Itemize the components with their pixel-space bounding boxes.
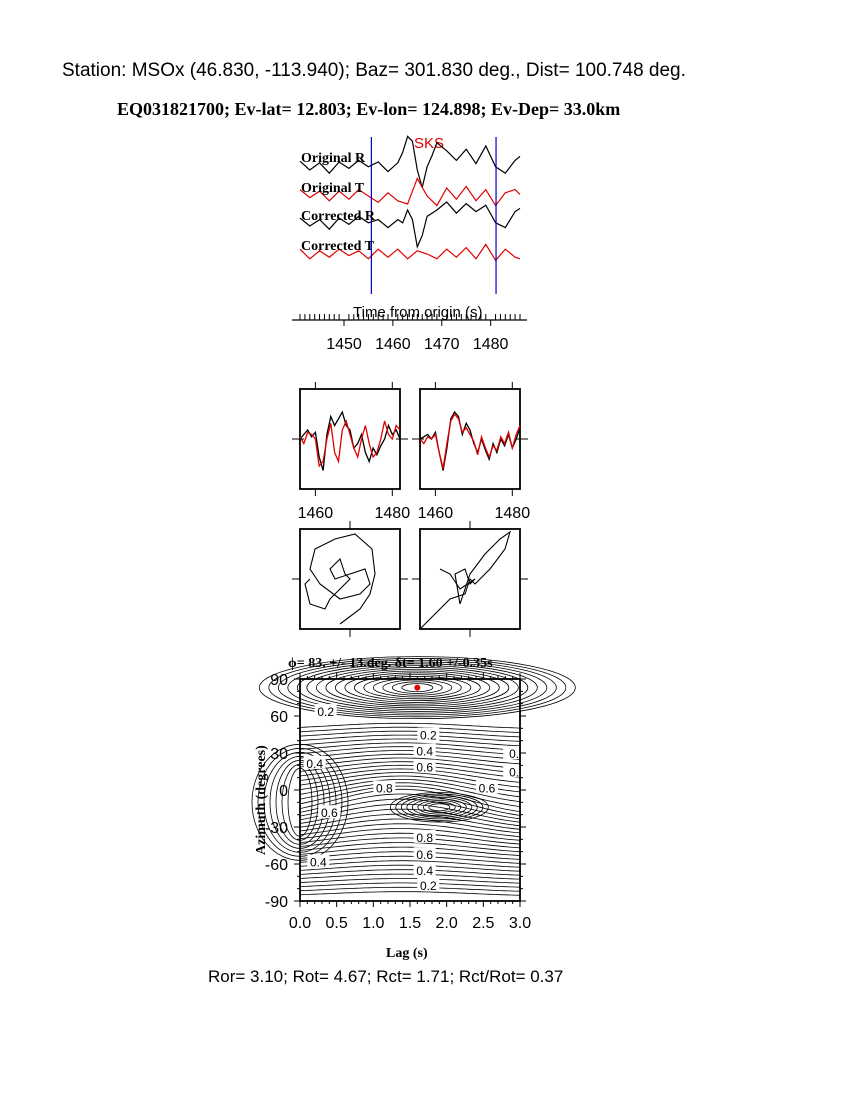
seismogram-panel xyxy=(292,135,527,353)
lag-tick-label: 1.0 xyxy=(362,915,385,932)
contour-line xyxy=(300,739,520,746)
contour-label: 0.2 xyxy=(419,878,437,893)
contour-y-label: Azimuth (degrees) xyxy=(254,745,269,855)
time-tick-label: 1480 xyxy=(472,336,509,353)
contour-label: 0.2 xyxy=(419,728,437,743)
contour-line xyxy=(300,892,520,896)
contour-label: 0. xyxy=(509,765,520,780)
contour-line xyxy=(300,769,520,783)
azimuth-tick-label: 90 xyxy=(270,672,288,689)
particle-motion-path xyxy=(305,534,375,624)
contour-line xyxy=(300,754,520,764)
contour-line xyxy=(300,887,520,891)
contour-line xyxy=(300,731,520,737)
time-tick-label: 1450 xyxy=(326,336,362,353)
lag-tick-label: 2.5 xyxy=(472,915,495,932)
particle-motion-path xyxy=(420,532,510,629)
contour-line xyxy=(300,727,520,732)
contour-label: 0.4 xyxy=(309,855,327,870)
overlay-tick-label: 1480 xyxy=(374,505,411,522)
azimuth-tick-label: 0 xyxy=(279,783,288,800)
contour-line xyxy=(300,861,520,868)
azimuth-tick-label: -90 xyxy=(264,894,288,911)
trace-label-corrected-t: Corrected T xyxy=(301,239,374,254)
time-tick-label: 1460 xyxy=(375,336,411,353)
contour-label: 0.8 xyxy=(416,830,434,845)
lag-tick-label: 3.0 xyxy=(508,915,532,932)
overlay-frame-corrected xyxy=(420,389,520,489)
trace-label-original-t: Original T xyxy=(301,181,365,196)
contour-label: 0.4 xyxy=(416,864,434,879)
station-header: Station: MSOx (46.830, -113.940); Baz= 301.830 deg., Dist= 100.748 deg. xyxy=(62,60,686,81)
contour-label: 0.6 xyxy=(416,848,434,863)
lag-tick-label: 0.5 xyxy=(325,915,348,932)
overlay-radial-trace xyxy=(300,412,400,471)
contour-line xyxy=(300,879,520,884)
time-axis-label: Time from origin (s) xyxy=(353,304,483,321)
azimuth-tick-label: -30 xyxy=(264,820,288,837)
trace-label-corrected-r: Corrected R xyxy=(301,209,375,224)
overlay-tick-label: 1480 xyxy=(494,505,531,522)
contour-title: ϕ= 83. +/- 13.deg. δt= 1.60 +/-0.35s xyxy=(288,656,493,671)
overlay-tick-label: 1460 xyxy=(297,505,334,522)
misfit-contour-panel xyxy=(252,656,575,961)
best-fit-marker xyxy=(414,685,420,691)
overlay-panel-corrected xyxy=(412,382,530,522)
contour-label: 0. xyxy=(509,747,520,761)
contour-line xyxy=(300,735,520,741)
overlay-transverse-trace xyxy=(300,421,400,466)
contour-label: 0.4 xyxy=(416,744,434,759)
contour-label: 0.6 xyxy=(416,760,434,775)
lag-tick-label: 0.0 xyxy=(288,915,312,932)
phase-label: SKS xyxy=(414,135,445,152)
time-tick-label: 1470 xyxy=(423,336,460,353)
overlay-tick-label: 1460 xyxy=(417,505,454,522)
azimuth-tick-label: 60 xyxy=(270,709,288,726)
contour-label: 0.8 xyxy=(375,781,393,796)
contour-x-label: Lag (s) xyxy=(386,946,428,961)
azimuth-tick-label: 30 xyxy=(270,746,288,763)
contour-label: 0.4 xyxy=(306,756,324,771)
contour-label: 0.6 xyxy=(320,806,338,821)
particle-motion-panel-corrected xyxy=(412,521,528,637)
summary-footer: Ror= 3.10; Rot= 4.67; Rct= 1.71; Rct/Rot= 0.37 xyxy=(208,967,564,986)
lag-tick-label: 1.5 xyxy=(398,915,422,932)
contour-line xyxy=(300,883,520,887)
lag-tick-label: 2.0 xyxy=(435,915,458,932)
trace-label-original-r: Original R xyxy=(301,151,366,166)
particle-motion-panel-original xyxy=(292,521,408,637)
overlay-transverse-trace xyxy=(420,414,520,468)
azimuth-tick-label: -60 xyxy=(264,857,288,874)
event-header: EQ031821700; Ev-lat= 12.803; Ev-lon= 124.898; Ev-Dep= 33.0km xyxy=(117,99,621,119)
contour-label: 0.2 xyxy=(317,705,335,720)
contour-line xyxy=(300,865,520,871)
overlay-panel-original xyxy=(292,382,410,522)
contour-line xyxy=(300,847,520,855)
contour-line xyxy=(300,758,520,768)
contour-label: 0.6 xyxy=(478,781,496,796)
